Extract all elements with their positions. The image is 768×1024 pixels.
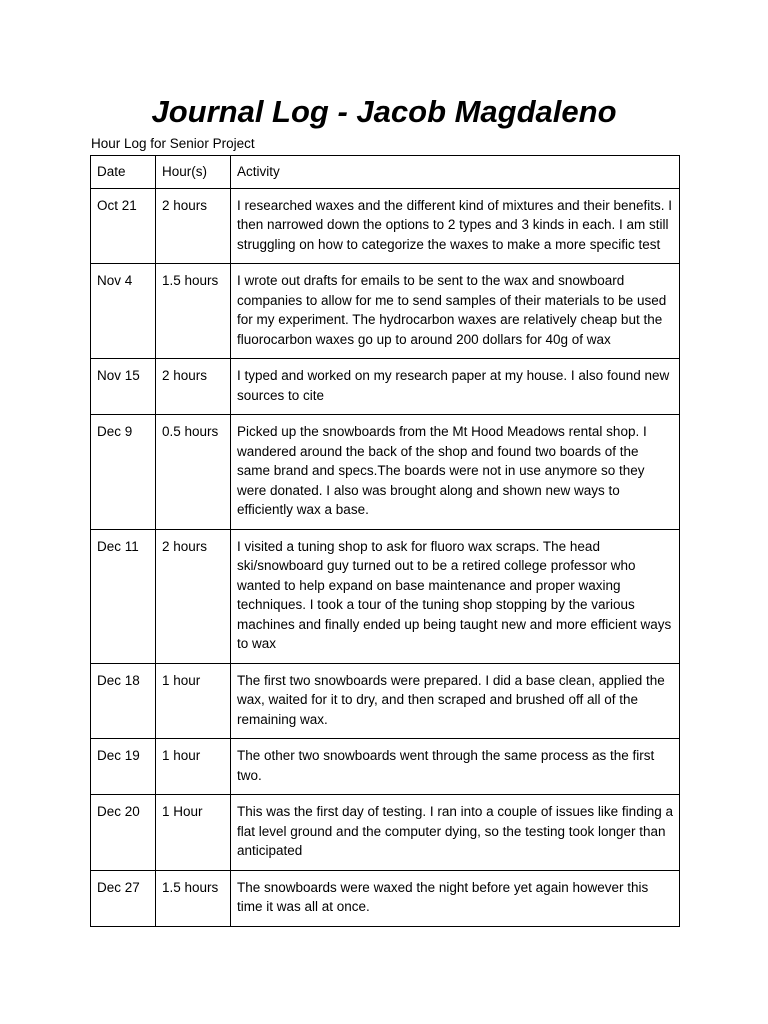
date-cell: Oct 21: [91, 188, 156, 264]
date-cell: Nov 4: [91, 264, 156, 359]
hours-cell: 0.5 hours: [156, 415, 231, 530]
table-header-row: [91, 156, 680, 189]
hours-cell: 1 Hour: [156, 795, 231, 871]
column-header-date: Date: [91, 156, 156, 189]
table-row: [91, 795, 680, 871]
table-row: [91, 663, 680, 739]
date-cell: Dec 9: [91, 415, 156, 530]
table-row: [91, 739, 680, 795]
activity-cell: This was the first day of testing. I ran into a couple of issues like finding a flat level ground and the computer dying, so the testing took longer than anticipated: [231, 795, 680, 871]
activity-cell: The snowboards were waxed the night before yet again however this time it was all at once.: [231, 870, 680, 926]
hours-cell: 1 hour: [156, 663, 231, 739]
hours-cell: 2 hours: [156, 188, 231, 264]
activity-cell: The first two snowboards were prepared. I did a base clean, applied the wax, waited for it to dry, and then scraped and brushed off all of the remaining wax.: [231, 663, 680, 739]
date-cell: Dec 20: [91, 795, 156, 871]
date-cell: Dec 11: [91, 529, 156, 663]
date-cell: Dec 19: [91, 739, 156, 795]
hours-cell: 1.5 hours: [156, 870, 231, 926]
hours-cell: 2 hours: [156, 359, 231, 415]
table-row: [91, 188, 680, 264]
activity-cell: I wrote out drafts for emails to be sent to the wax and snowboard companies to allow for me to send samples of their materials to be used for my experiment. The hydrocarbon waxes are relatively cheap but the fluorocarbon waxes go up to around 200 dollars for 40g of wax: [231, 264, 680, 359]
table-row: [91, 264, 680, 359]
activity-cell: I visited a tuning shop to ask for fluoro wax scraps. The head ski/snowboard guy turned out to be a retired college professor who wanted to help expand on base maintenance and proper waxing techniques. I took a tour of the tuning shop stopping by the various machines and finally ended up being taught new and more efficient ways to wax: [231, 529, 680, 663]
table-row: [91, 359, 680, 415]
activity-cell: The other two snowboards went through the same process as the first two.: [231, 739, 680, 795]
activity-cell: Picked up the snowboards from the Mt Hood Meadows rental shop. I wandered around the back of the shop and found two boards of the same brand and specs.The boards were not in use anymore so they were donated. I also was brought along and shown new ways to efficiently wax a base.: [231, 415, 680, 530]
table-row: [91, 870, 680, 926]
table-row: [91, 415, 680, 530]
hours-cell: 1.5 hours: [156, 264, 231, 359]
hours-cell: 2 hours: [156, 529, 231, 663]
date-cell: Nov 15: [91, 359, 156, 415]
date-cell: Dec 18: [91, 663, 156, 739]
hours-cell: 1 hour: [156, 739, 231, 795]
column-header-activity: Activity: [231, 156, 680, 189]
hour-log-table: [90, 155, 680, 927]
activity-cell: I typed and worked on my research paper at my house. I also found new sources to cite: [231, 359, 680, 415]
column-header-hours: Hour(s): [156, 156, 231, 189]
table-row: [91, 529, 680, 663]
page-subtitle: Hour Log for Senior Project: [91, 136, 255, 151]
date-cell: Dec 27: [91, 870, 156, 926]
page-title: Journal Log - Jacob Magdaleno: [151, 94, 617, 129]
activity-cell: I researched waxes and the different kind of mixtures and their benefits. I then narrowed down the options to 2 types and 3 kinds in each. I am still struggling on how to categorize the waxes to make a more specific test: [231, 188, 680, 264]
